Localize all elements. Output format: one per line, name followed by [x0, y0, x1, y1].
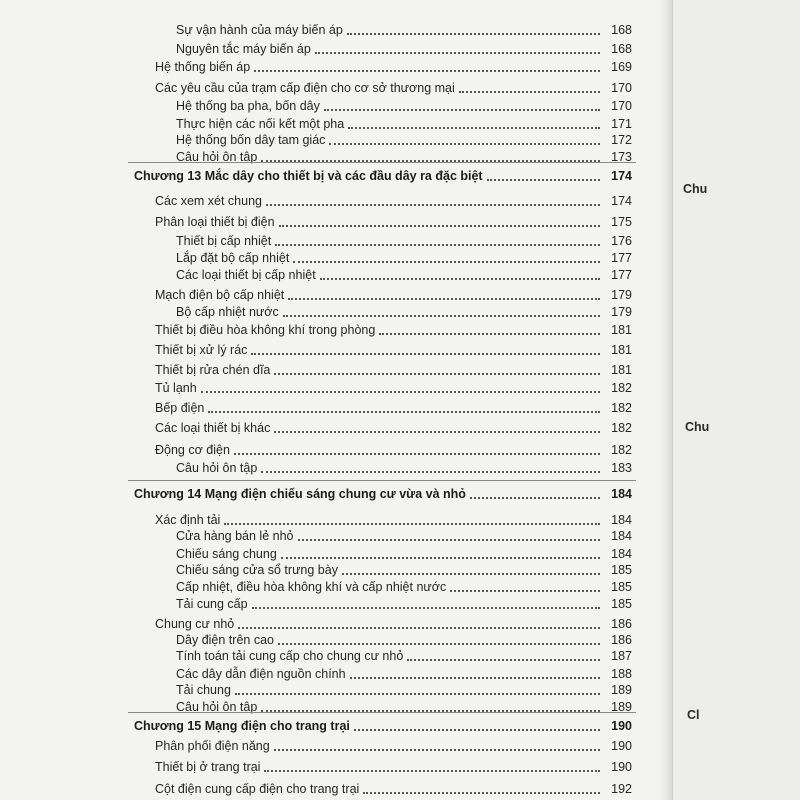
toc-page-number: 174: [611, 194, 632, 208]
dot-leader: [201, 391, 600, 393]
dot-leader: [363, 792, 600, 794]
dot-leader: [342, 573, 600, 575]
toc-entry-title: Động cơ điện: [155, 443, 230, 457]
dot-leader: [450, 590, 600, 592]
toc-page-number: 189: [611, 700, 632, 714]
toc-page-number: 176: [611, 234, 632, 248]
toc-page-number: 169: [611, 60, 632, 74]
dot-leader: [347, 33, 600, 35]
dot-leader: [274, 749, 600, 751]
toc-entry-title: Chương 15 Mạng điện cho trang trại: [134, 719, 350, 733]
dot-leader: [354, 729, 600, 731]
toc-entry-title: Tủ lạnh: [155, 381, 197, 395]
toc-page-number: 185: [611, 597, 632, 611]
toc-entry-title: Cột điện cung cấp điện cho trang trại: [155, 782, 360, 796]
toc-page-number: 182: [611, 443, 632, 457]
toc-page-number: 185: [611, 580, 632, 594]
dot-leader: [264, 770, 600, 772]
dot-leader: [487, 179, 600, 181]
dot-leader: [407, 659, 600, 661]
toc-page-number: 188: [611, 667, 632, 681]
toc-page-number: 170: [611, 99, 632, 113]
dot-leader: [324, 109, 600, 111]
toc-entry: [0, 320, 676, 340]
toc-page-number: 174: [611, 169, 632, 183]
toc-chapter-entry: [0, 716, 676, 736]
toc-page-number: 190: [611, 739, 632, 753]
toc-entry-title: Lắp đặt bộ cấp nhiệt: [176, 251, 290, 265]
toc-entry-title: Phân phối điện năng: [155, 739, 270, 753]
dot-leader: [238, 627, 600, 629]
toc-page-number: 181: [611, 363, 632, 377]
toc-page-number: 179: [611, 305, 632, 319]
toc-entry-title: Hệ thống ba pha, bốn dây: [176, 99, 320, 113]
facing-page-fragment: Cl: [687, 708, 700, 722]
toc-page-number: 182: [611, 401, 632, 415]
dot-leader: [266, 204, 600, 206]
toc-entry: [0, 440, 676, 460]
toc-page-number: 184: [611, 513, 632, 527]
dot-leader: [261, 471, 600, 473]
toc-page-number: 186: [611, 633, 632, 647]
toc-entry-title: Chương 13 Mắc dây cho thiết bị và các đầu dây ra đặc biệt: [134, 169, 483, 183]
toc-entry: [0, 212, 676, 232]
toc-page-number: 168: [611, 42, 632, 56]
toc-page-number: 182: [611, 421, 632, 435]
toc-entry: [0, 20, 676, 40]
toc-entry: [0, 96, 676, 116]
toc-entry: [0, 302, 676, 322]
dot-leader: [315, 52, 600, 54]
toc-entry: [0, 57, 676, 77]
toc-entry-title: Cửa hàng bán lẻ nhỏ: [176, 529, 294, 543]
toc-entry-title: Thiết bị ở trang trại: [155, 760, 261, 774]
toc-entry-title: Chung cư nhỏ: [155, 617, 235, 631]
toc-entry-title: Chương 14 Mạng điện chiếu sáng chung cư vừa và nhỏ: [134, 487, 466, 501]
dot-leader: [279, 225, 600, 227]
toc-entry-title: Bếp điện: [155, 401, 205, 415]
toc-entry-title: Các dây dẫn điện nguồn chính: [176, 667, 346, 681]
toc-entry-title: Sự vận hành của máy biến áp: [176, 23, 343, 37]
chapter-divider: [128, 712, 636, 713]
toc-entry-title: Tải chung: [176, 683, 231, 697]
toc-entry: [0, 418, 676, 438]
chapter-divider: [128, 162, 636, 163]
dot-leader: [320, 278, 600, 280]
dot-leader: [234, 453, 600, 455]
dot-leader: [275, 244, 600, 246]
toc-page-number: 184: [611, 487, 632, 501]
toc-entry-title: Thiết bị xử lý rác: [155, 343, 248, 357]
dot-leader: [288, 298, 600, 300]
chapter-divider: [128, 480, 636, 481]
toc-entry-title: Dây điện trên cao: [176, 633, 274, 647]
toc-entry-title: Nguyên tắc máy biến áp: [176, 42, 311, 56]
toc-page-number: 184: [611, 529, 632, 543]
toc-entry-title: Bộ cấp nhiệt nước: [176, 305, 279, 319]
toc-entry-title: Tải cung cấp: [176, 597, 248, 611]
toc-entry: [0, 147, 676, 167]
toc-entry: [0, 340, 676, 360]
toc-page-number: 184: [611, 547, 632, 561]
toc-entry: [0, 458, 676, 478]
toc-entry-title: Thiết bị rửa chén dĩa: [155, 363, 271, 377]
dot-leader: [298, 539, 600, 541]
facing-page-fragment: Chu: [683, 182, 708, 196]
toc-entry-title: Câu hỏi ôn tập: [176, 700, 258, 714]
toc-page-number: 190: [611, 760, 632, 774]
toc-page-number: 172: [611, 133, 632, 147]
dot-leader: [278, 643, 600, 645]
toc-chapter-entry: [0, 484, 676, 504]
dot-leader: [329, 143, 600, 145]
dot-leader: [350, 677, 600, 679]
toc-page-number: 181: [611, 343, 632, 357]
toc-page-number: 171: [611, 117, 632, 131]
facing-page: [672, 0, 800, 800]
toc-entry-title: Thiết bị cấp nhiệt: [176, 234, 272, 248]
toc-entry-title: Các loại thiết bị cấp nhiệt: [176, 268, 316, 282]
toc-chapter-entry: [0, 166, 676, 186]
toc-entry: [0, 39, 676, 59]
toc-entry-title: Tính toán tải cung cấp cho chung cư nhỏ: [176, 649, 404, 663]
toc-page-number: 183: [611, 461, 632, 475]
toc-entry: [0, 594, 676, 614]
toc-entry-title: Các yêu cầu của trạm cấp điện cho cơ sở thương mại: [155, 81, 455, 95]
toc-page-number: 177: [611, 251, 632, 265]
dot-leader: [470, 497, 600, 499]
dot-leader: [254, 70, 600, 72]
toc-entry-title: Thực hiện các nối kết một pha: [176, 117, 345, 131]
toc-entry-title: Thiết bị điều hòa không khí trong phòng: [155, 323, 376, 337]
dot-leader: [281, 557, 600, 559]
toc-entry: [0, 360, 676, 380]
toc-page-number: 179: [611, 288, 632, 302]
dot-leader: [208, 411, 600, 413]
toc-entry-title: Cấp nhiệt, điều hòa không khí và cấp nhiệt nước: [176, 580, 447, 594]
toc-entry: [0, 526, 676, 546]
toc-entry-title: Câu hỏi ôn tập: [176, 150, 258, 164]
dot-leader: [251, 353, 600, 355]
dot-leader: [235, 693, 600, 695]
toc-page-number: 187: [611, 649, 632, 663]
toc-entry-title: Các xem xét chung: [155, 194, 262, 208]
toc-page-number: 168: [611, 23, 632, 37]
dot-leader: [283, 315, 600, 317]
toc-page-number: 190: [611, 719, 632, 733]
toc-entry: [0, 646, 676, 666]
toc-page-number: 189: [611, 683, 632, 697]
toc-page-number: 170: [611, 81, 632, 95]
dot-leader: [348, 127, 600, 129]
toc-entry-title: Chiếu sáng cửa sổ trưng bày: [176, 563, 338, 577]
toc-page-number: 173: [611, 150, 632, 164]
toc-entry-title: Câu hỏi ôn tập: [176, 461, 258, 475]
toc-entry-title: Các loại thiết bị khác: [155, 421, 271, 435]
facing-page-fragment: Chu: [685, 420, 710, 434]
toc-page-number: 192: [611, 782, 632, 796]
toc-page-number: 177: [611, 268, 632, 282]
dot-leader: [274, 431, 600, 433]
toc-entry: [0, 378, 676, 398]
toc-page-number: 186: [611, 617, 632, 631]
toc-page-number: 175: [611, 215, 632, 229]
toc-entry: [0, 78, 676, 98]
dot-leader: [274, 373, 600, 375]
toc-entry: [0, 697, 676, 717]
dot-leader: [224, 523, 600, 525]
toc-entry-title: Hệ thống biến áp: [155, 60, 251, 74]
toc-page-number: 185: [611, 563, 632, 577]
toc-entry-title: Xác định tải: [155, 513, 221, 527]
dot-leader: [379, 333, 600, 335]
dot-leader: [459, 91, 600, 93]
toc-entry-title: Hệ thống bốn dây tam giác: [176, 133, 326, 147]
dot-leader: [293, 261, 600, 263]
toc-entry: [0, 398, 676, 418]
toc-entry: [0, 757, 676, 777]
toc-entry-title: Mạch điện bộ cấp nhiệt: [155, 288, 285, 302]
toc-page-number: 182: [611, 381, 632, 395]
toc-entry: [0, 736, 676, 756]
toc-page-number: 181: [611, 323, 632, 337]
toc-entry: [0, 779, 676, 799]
toc-entry-title: Phân loại thiết bị điện: [155, 215, 275, 229]
toc-entry: [0, 191, 676, 211]
toc-entry: [0, 265, 676, 285]
toc-entry-title: Chiếu sáng chung: [176, 547, 277, 561]
dot-leader: [252, 607, 600, 609]
